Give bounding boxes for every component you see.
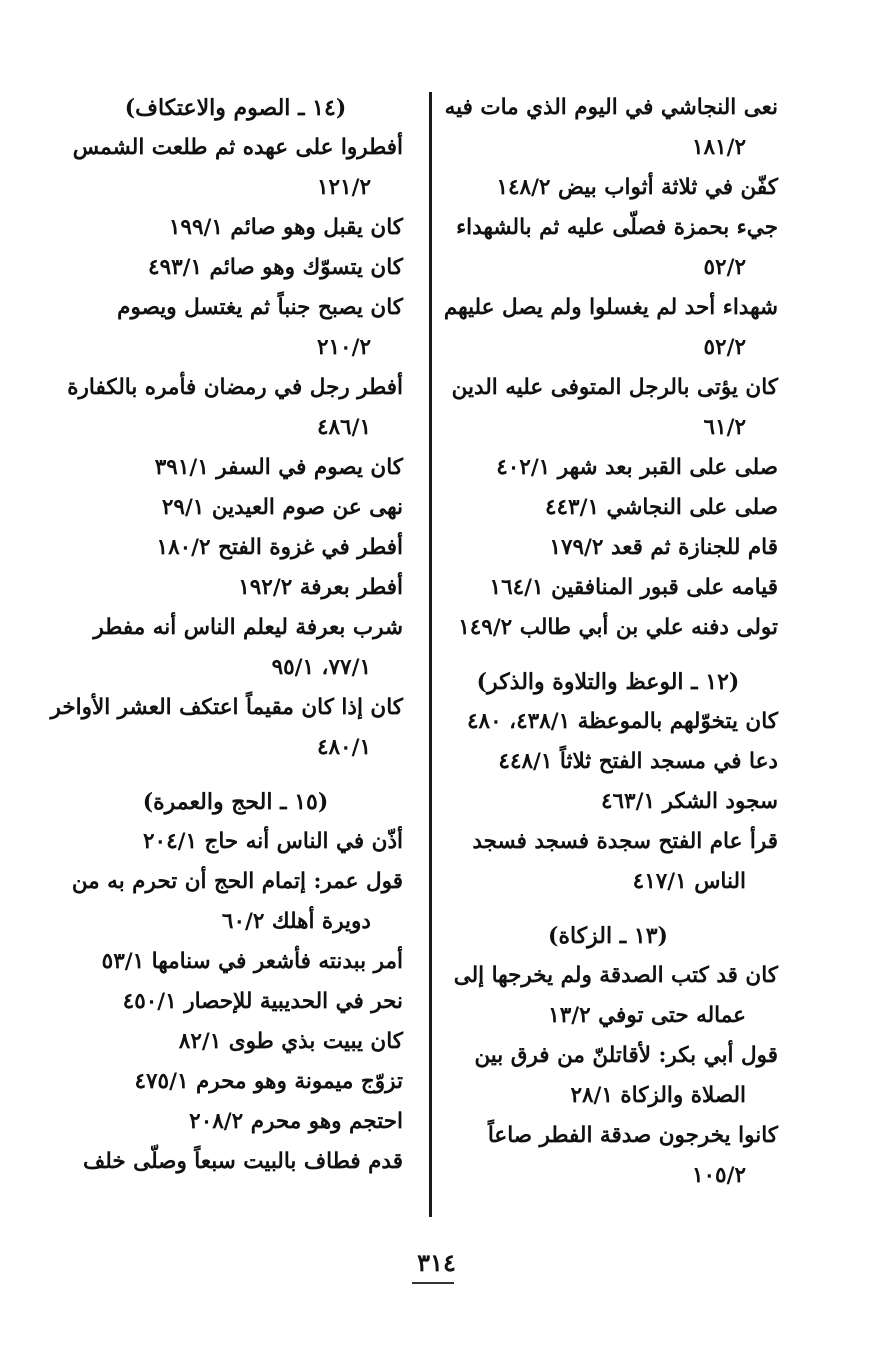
index-entry: قام للجنازة ثم قعد ١٧٩/٢ — [549, 535, 778, 560]
index-entry: كان يصوم في السفر ٣٩١/١ — [154, 455, 403, 480]
index-entry: أفطروا على عهده ثم طلعت الشمس — [72, 135, 403, 160]
left-column — [50, 88, 403, 1182]
index-entry: تولى دفنه علي بن أبي طالب ١٤٩/٢ — [458, 615, 778, 640]
index-entry: أمر ببدنته فأشعر في سنامها ٥٣/١ — [101, 949, 403, 974]
index-entry: كانوا يخرجون صدقة الفطر صاعاً — [487, 1123, 778, 1148]
entry-continuation: ٥٢/٢ — [703, 255, 746, 280]
index-entry: شرب بعرفة ليعلم الناس أنه مفطر — [93, 615, 403, 640]
entry-continuation: ٦١/٢ — [703, 415, 746, 440]
page-number-underline — [412, 1282, 454, 1284]
index-entry: كان يتخوّلهم بالموعظة ٤٣٨/١، ٤٨٠ — [466, 709, 778, 734]
index-entry: كان يقبل وهو صائم ١٩٩/١ — [168, 215, 403, 240]
index-entry: قدم فطاف بالبيت سبعاً وصلّى خلف — [83, 1149, 403, 1174]
index-entry: قول أبي بكر: لأقاتلنّ من فرق بين — [474, 1043, 778, 1068]
entry-continuation: ٥٢/٢ — [703, 335, 746, 360]
column-divider — [429, 92, 432, 1217]
entry-continuation: ١٨١/٢ — [691, 135, 746, 160]
entry-continuation: ٧٧/١، ٩٥/١ — [271, 655, 371, 680]
index-entry: جيء بحمزة فصلّى عليه ثم بالشهداء — [456, 215, 778, 240]
entry-continuation: دويرة أهلك ٦٠/٢ — [221, 909, 371, 934]
index-entry: دعا في مسجد الفتح ثلاثاً ٤٤٨/١ — [498, 749, 778, 774]
index-entry: قول عمر: إتمام الحج أن تحرم به من — [71, 869, 403, 894]
index-entry: شهداء أحد لم يغسلوا ولم يصل عليهم — [443, 295, 778, 320]
entry-continuation: الناس ٤١٧/١ — [632, 869, 746, 894]
index-entry: تزوّج ميمونة وهو محرم ٤٧٥/١ — [134, 1069, 403, 1094]
index-entry: أفطر في غزوة الفتح ١٨٠/٢ — [156, 535, 403, 560]
index-entry: كان إذا كان مقيماً اعتكف العشر الأواخر — [50, 695, 403, 720]
right-column — [438, 88, 778, 1196]
section-heading: (١٣ ـ الزكاة) — [548, 923, 668, 949]
index-entry: كان يبيت بذي طوى ٨٢/١ — [178, 1029, 403, 1054]
index-entry: صلى على القبر بعد شهر ٤٠٢/١ — [496, 455, 778, 480]
index-entry: كان يؤتى بالرجل المتوفى عليه الدين — [451, 375, 778, 400]
index-entry: أفطر رجل في رمضان فأمره بالكفارة — [67, 375, 403, 400]
entry-continuation: ٤٨٦/١ — [316, 415, 371, 440]
index-entry: قيامه على قبور المنافقين ١٦٤/١ — [489, 575, 778, 600]
index-entry: نعى النجاشي في اليوم الذي مات فيه — [444, 95, 778, 120]
index-entry: كان يصبح جنباً ثم يغتسل ويصوم — [117, 295, 403, 320]
section-heading: (١٤ ـ الصوم والاعتكاف) — [124, 95, 347, 121]
page-number: ٣١٤ — [417, 1248, 456, 1277]
index-entry: قرأ عام الفتح سجدة فسجد فسجد — [472, 829, 778, 854]
index-entry: سجود الشكر ٤٦٣/١ — [600, 789, 778, 814]
index-entry: كان يتسوّك وهو صائم ٤٩٣/١ — [148, 255, 403, 280]
entry-continuation: ٢١٠/٢ — [316, 335, 371, 360]
section-heading: (١٢ ـ الوعظ والتلاوة والذكر) — [476, 669, 740, 695]
index-entry: نحر في الحديبية للإحصار ٤٥٠/١ — [122, 989, 403, 1014]
section-heading: (١٥ ـ الحج والعمرة) — [142, 789, 329, 815]
entry-continuation: ١٠٥/٢ — [691, 1163, 746, 1188]
entry-continuation: ١٢١/٢ — [316, 175, 371, 200]
index-entry: كفّن في ثلاثة أثواب بيض ١٤٨/٢ — [496, 175, 778, 200]
index-entry: صلى على النجاشي ٤٤٣/١ — [544, 495, 778, 520]
index-entry: احتجم وهو محرم ٢٠٨/٢ — [189, 1109, 403, 1134]
entry-continuation: ٤٨٠/١ — [316, 735, 371, 760]
index-entry: كان قد كتب الصدقة ولم يخرجها إلى — [453, 963, 778, 988]
index-entry: أذّن في الناس أنه حاج ٢٠٤/١ — [142, 829, 403, 854]
entry-continuation: عماله حتى توفي ١٣/٢ — [548, 1003, 746, 1028]
index-entry: أفطر بعرفة ١٩٢/٢ — [238, 575, 403, 600]
entry-continuation: الصلاة والزكاة ٢٨/١ — [570, 1083, 746, 1108]
index-entry: نهى عن صوم العيدين ٢٩/١ — [161, 495, 403, 520]
